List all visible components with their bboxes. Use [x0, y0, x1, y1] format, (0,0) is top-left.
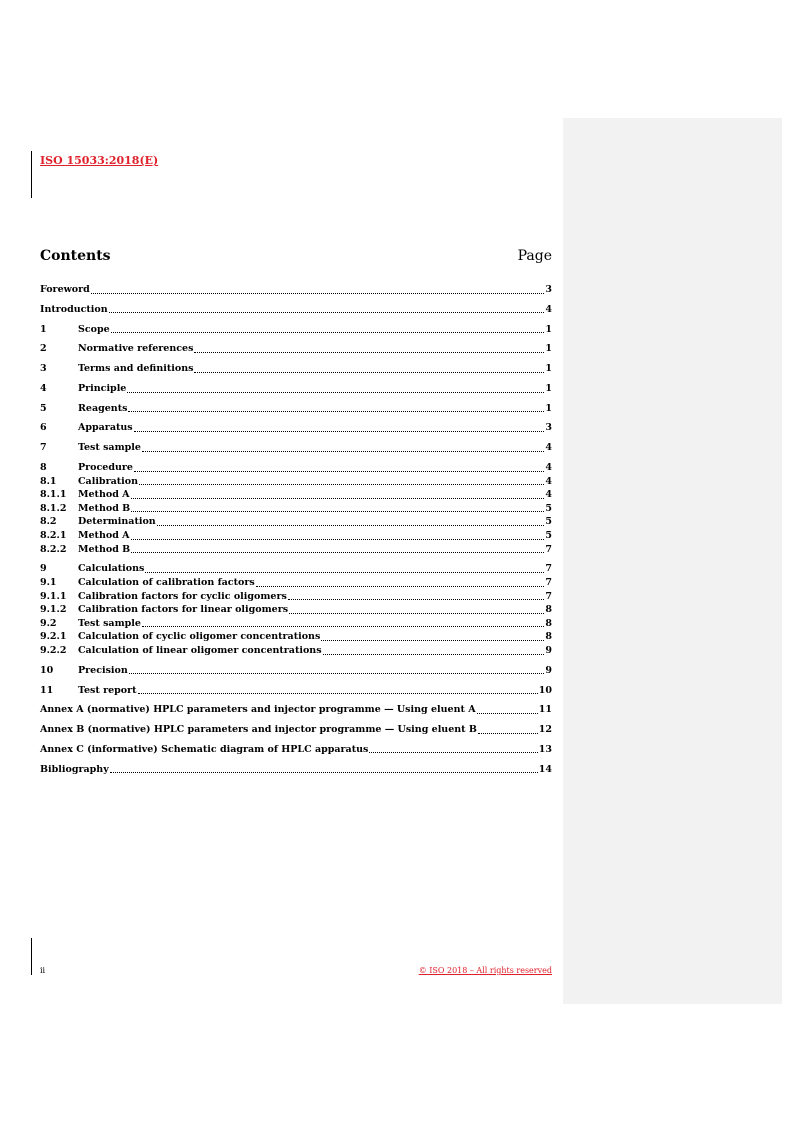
toc-entry[interactable] [40, 461, 552, 475]
toc-entry-title: Annex B (normative) HPLC parameters and injector programme — Using eluent B [40, 724, 477, 736]
toc-entry-number: 4 [40, 382, 47, 394]
toc-entry-page: 4 [545, 442, 552, 454]
toc-dot-leader [110, 771, 538, 773]
toc-entry-title: Calculation of cyclic oligomer concentrations [78, 631, 321, 643]
toc-dot-leader [321, 639, 544, 641]
toc-entry[interactable] [40, 283, 552, 297]
toc-entry-title: Method A [78, 489, 130, 501]
toc-entry-page: 3 [545, 422, 552, 434]
toc-entry-title: Calculation of calibration factors [78, 576, 255, 588]
toc-entry[interactable] [40, 703, 552, 717]
toc-dot-leader [139, 483, 544, 485]
toc-entry-title: Test report [78, 684, 137, 696]
toc-dot-leader [194, 351, 544, 353]
toc-entry-title: Annex C (informative) Schematic diagram of HPLC apparatus [40, 743, 369, 755]
toc-entry-title: Scope [78, 323, 110, 335]
toc-entry-page: 14 [538, 763, 552, 775]
toc-entry[interactable] [40, 644, 552, 658]
toc-dot-leader [134, 470, 544, 472]
toc-entry-page: 12 [538, 724, 552, 736]
toc-dot-leader [111, 331, 545, 333]
contents-title: Contents [40, 248, 111, 264]
document-id: ISO 15033:2018(E) [40, 154, 159, 167]
toc-entry-title: Procedure [78, 462, 133, 474]
toc-entry-number: 8.1.2 [40, 502, 67, 514]
toc-entry-page: 4 [545, 303, 552, 315]
footer-page-number: ii [40, 966, 46, 975]
toc-entry-number: 9.2.1 [40, 631, 67, 643]
toc-entry-number: 8.2 [40, 516, 57, 528]
toc-entry-title: Precision [78, 664, 128, 676]
toc-entry-page: 4 [545, 462, 552, 474]
toc-dot-leader [129, 672, 545, 674]
toc-entry[interactable] [40, 303, 552, 317]
toc-dot-leader [131, 497, 545, 499]
footer-copyright: © ISO 2018 – All rights reserved [418, 966, 552, 975]
toc-entry-number: 9 [40, 563, 47, 575]
toc-entry-number: 3 [40, 363, 47, 375]
toc-entry[interactable] [40, 488, 552, 502]
toc-entry-page: 1 [545, 363, 552, 375]
toc-dot-leader [128, 410, 544, 412]
toc-entry[interactable] [40, 664, 552, 678]
toc-entry-number: 9.2 [40, 617, 57, 629]
toc-entry-title: Apparatus [78, 422, 133, 434]
page-column-label: Page [517, 248, 552, 264]
toc-entry-title: Method B [78, 502, 131, 514]
toc-entry-title: Calculations [78, 563, 145, 575]
toc-entry[interactable] [40, 475, 552, 489]
toc-entry-page: 7 [545, 563, 552, 575]
toc-entry-number: 9.1.2 [40, 604, 67, 616]
toc-dot-leader [369, 751, 537, 753]
toc-dot-leader [131, 510, 544, 512]
toc-entry[interactable] [40, 382, 552, 396]
toc-entry[interactable] [40, 529, 552, 543]
toc-dot-leader [477, 712, 538, 714]
toc-entry-title: Calculation of linear oligomer concentrations [78, 644, 322, 656]
toc-entry[interactable] [40, 502, 552, 516]
toc-dot-leader [91, 292, 545, 294]
toc-entry[interactable] [40, 617, 552, 631]
toc-entry-page: 1 [545, 323, 552, 335]
change-bar-header [31, 151, 32, 198]
toc-dot-leader [288, 598, 545, 600]
toc-entry-page: 5 [545, 502, 552, 514]
toc-entry[interactable] [40, 562, 552, 576]
toc-entry-number: 7 [40, 442, 47, 454]
toc-entry-title: Test sample [78, 442, 141, 454]
toc-entry-page: 4 [545, 475, 552, 487]
toc-entry-number: 1 [40, 323, 47, 335]
toc-entry-number: 8.2.2 [40, 543, 67, 555]
toc-entry-title: Test sample [78, 617, 141, 629]
toc-entry-number: 8.1 [40, 475, 57, 487]
toc-entry-page: 7 [545, 543, 552, 555]
toc-entry-page: 8 [545, 604, 552, 616]
toc-entry-number: 9.1 [40, 576, 57, 588]
toc-entry-page: 1 [545, 343, 552, 355]
toc-entry-number: 9.1.1 [40, 590, 67, 602]
toc-entry[interactable] [40, 684, 552, 698]
toc-entry-number: 10 [40, 664, 54, 676]
toc-dot-leader [134, 430, 545, 432]
toc-entry-page: 9 [545, 664, 552, 676]
toc-entry-page: 5 [545, 530, 552, 541]
toc-entry-title: Calibration [78, 475, 138, 487]
toc-entry-number: 8.1.1 [40, 489, 67, 501]
toc-entry-number: 2 [40, 343, 47, 355]
toc-entry[interactable] [40, 576, 552, 590]
toc-entry-title: Determination [78, 516, 156, 528]
toc-entry-page: 13 [538, 743, 552, 755]
toc-entry-number: 8.2.1 [40, 530, 67, 541]
toc-entry[interactable] [40, 590, 552, 604]
toc-entry[interactable] [40, 603, 552, 617]
toc-entry-page: 8 [545, 617, 552, 629]
toc-entry-page: 9 [545, 644, 552, 656]
change-bar-footer [31, 938, 32, 975]
toc-entry[interactable] [40, 441, 552, 455]
toc-entry[interactable] [40, 323, 552, 337]
toc-entry-title: Calibration factors for cyclic oligomers [78, 590, 287, 602]
toc-entry-title: Normative references [78, 343, 194, 355]
toc-entry-title: Terms and definitions [78, 363, 194, 375]
toc-entry-page: 8 [545, 631, 552, 643]
toc-entry-title: Calibration factors for linear oligomers [78, 604, 289, 616]
toc-entry[interactable] [40, 402, 552, 416]
toc-dot-leader [142, 625, 544, 627]
toc-dot-leader [256, 585, 545, 587]
toc-entry-title: Introduction [40, 303, 108, 315]
toc-entry-title: Principle [78, 382, 127, 394]
toc-entry-number: 8 [40, 462, 47, 474]
toc-entry-number: 5 [40, 402, 47, 414]
toc-entry-number: 9.2.2 [40, 644, 67, 656]
toc-entry-title: Foreword [40, 284, 90, 295]
toc-entry-page: 5 [545, 516, 552, 528]
toc-entry[interactable] [40, 763, 552, 777]
toc-entry-page: 11 [538, 704, 552, 716]
toc-dot-leader [142, 450, 544, 452]
toc-entry-title: Bibliography [40, 763, 109, 775]
toc-dot-leader [323, 653, 545, 655]
toc-dot-leader [478, 732, 538, 734]
toc-dot-leader [157, 524, 545, 526]
toc-dot-leader [289, 612, 544, 614]
toc-dot-leader [138, 692, 538, 694]
toc-entry-title: Method B [78, 543, 131, 555]
toc-entry-page: 1 [545, 382, 552, 394]
toc-entry-page: 4 [545, 489, 552, 501]
toc-entry-page: 3 [545, 284, 552, 295]
toc-entry-title: Annex A (normative) HPLC parameters and injector programme — Using eluent A [40, 704, 476, 716]
toc-entry[interactable] [40, 515, 552, 529]
toc-entry[interactable] [40, 630, 552, 644]
toc-entry-title: Reagents [78, 402, 128, 414]
toc-entry-page: 10 [538, 684, 552, 696]
toc-entry-number: 11 [40, 684, 54, 696]
toc-entry-page: 7 [545, 590, 552, 602]
toc-entry-page: 7 [545, 576, 552, 588]
toc-entry[interactable] [40, 543, 552, 557]
toc-entry[interactable] [40, 723, 552, 737]
toc-dot-leader [131, 538, 545, 540]
toc-dot-leader [194, 371, 544, 373]
table-of-contents [40, 283, 552, 776]
toc-entry[interactable] [40, 421, 552, 435]
toc-entry-page: 1 [545, 402, 552, 414]
toc-entry[interactable] [40, 743, 552, 757]
comment-pane [563, 118, 782, 1004]
toc-entry-number: 6 [40, 422, 47, 434]
toc-dot-leader [127, 391, 544, 393]
toc-dot-leader [131, 551, 544, 553]
toc-dot-leader [109, 311, 545, 313]
toc-entry[interactable] [40, 362, 552, 376]
contents-header [40, 248, 552, 264]
toc-entry-title: Method A [78, 530, 130, 541]
toc-dot-leader [145, 571, 544, 573]
toc-entry[interactable] [40, 342, 552, 356]
